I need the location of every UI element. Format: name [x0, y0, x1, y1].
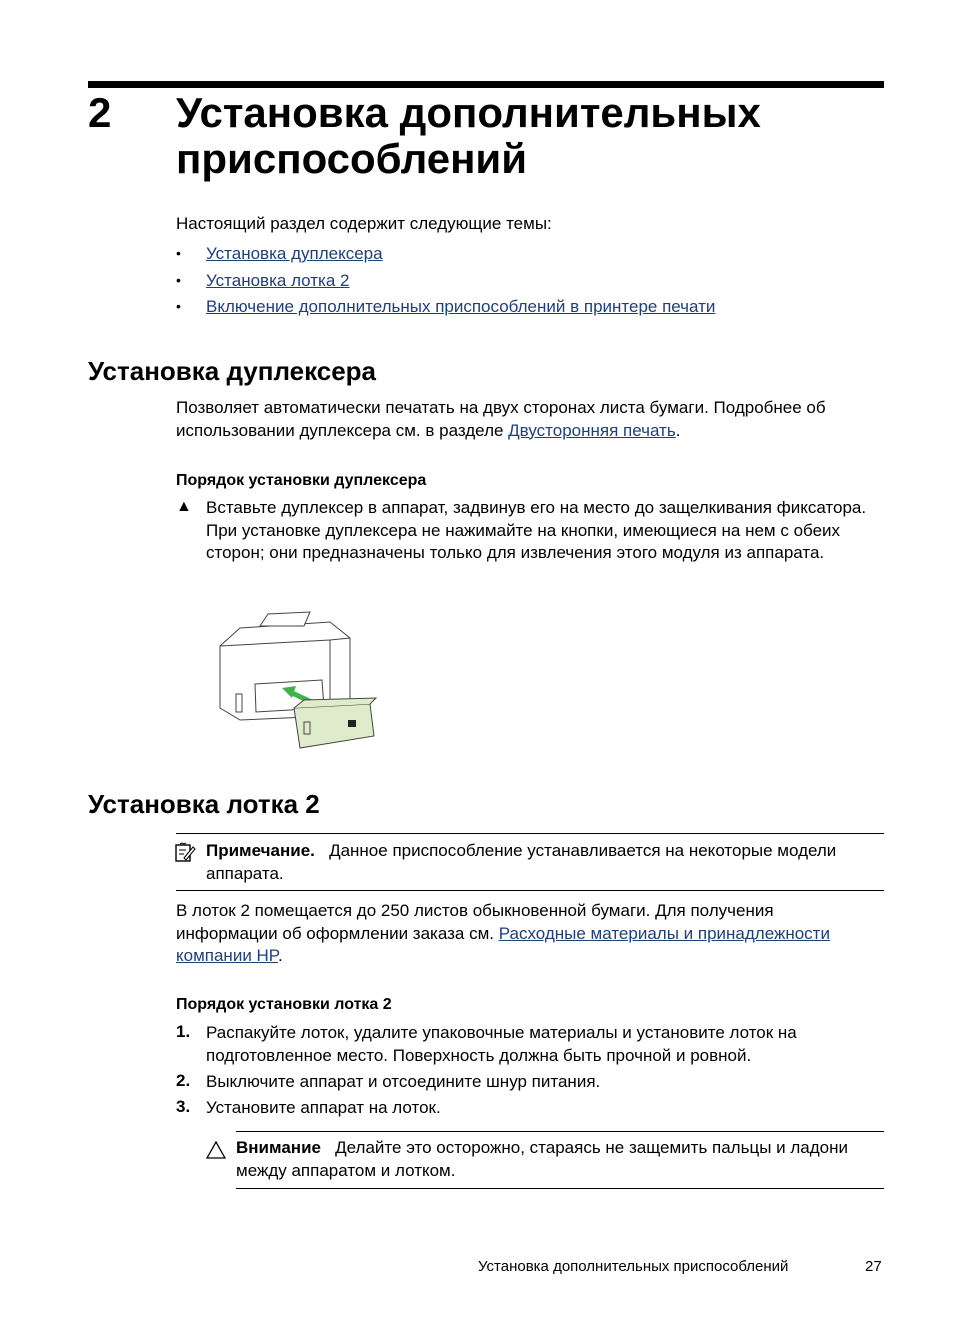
link-supplies-accessories[interactable]: Расходные материалы и принадлежности компании HP [176, 923, 830, 965]
chapter-number: 2 [88, 89, 112, 136]
tray2-paragraph: В лоток 2 помещается до 250 листов обыкновенной бумаги. Для получения информации об оформлении заказа см. Расходные материалы и принадлежности компании HP. [176, 901, 830, 965]
caution-bottom-rule [236, 1188, 884, 1189]
section-heading-tray2: Установка лотка 2 [88, 789, 320, 819]
note-block [206, 840, 876, 885]
note-top-rule [176, 833, 884, 834]
note-text: Данное приспособление устанавливается на некоторые модели аппарата. [206, 841, 837, 883]
caution-label: Внимание [236, 1138, 321, 1157]
topic-link-duplexer[interactable]: Установка дуплексера [206, 244, 383, 263]
topic-link-tray2[interactable]: Установка лотка 2 [206, 271, 350, 290]
bullet: • [176, 298, 181, 314]
chapter-title: Установка дополнительных приспособлений [176, 89, 761, 182]
footer-page-number: 27 [865, 1258, 882, 1275]
link-duplex-printing[interactable]: Двусторонняя печать [508, 420, 676, 440]
topic-link-enable-accessories[interactable]: Включение дополнительных приспособлений в принтере печати [206, 297, 716, 316]
bullet: • [176, 272, 181, 288]
procedure-heading-tray2: Порядок установки лотка 2 [176, 996, 392, 1013]
note-label: Примечание. [206, 841, 315, 860]
duplexer-paragraph: Позволяет автоматически печатать на двух сторонах листа бумаги. Подробнее об использовании дуплексера см. в разделе Двусторонняя печать. [176, 398, 826, 440]
chapter-top-rule [88, 81, 884, 88]
tray2-step-1: Распакуйте лоток, удалите упаковочные материалы и установите лоток на подготовленное место. Поверхность должна быть прочной и ровной. [206, 1023, 797, 1065]
step-number: 1. [176, 1022, 191, 1041]
caution-text: Делайте это осторожно, стараясь не защемить пальцы и ладони между аппаратом и лотком. [236, 1138, 848, 1180]
tray2-step-2: Выключите аппарат и отсоедините шнур питания. [206, 1072, 601, 1091]
printer-duplexer-illustration [200, 608, 390, 758]
caution-top-rule [236, 1131, 884, 1132]
note-bottom-rule [176, 890, 884, 891]
footer-section-title: Установка дополнительных приспособлений [478, 1258, 789, 1275]
caution-triangle-icon [206, 1141, 226, 1164]
step-triangle-icon: ▲ [176, 498, 192, 515]
caution-block [236, 1137, 876, 1182]
step-number: 3. [176, 1097, 191, 1116]
step-number: 2. [176, 1071, 191, 1090]
bullet: • [176, 245, 181, 261]
intro-text: Настоящий раздел содержит следующие темы: [176, 214, 552, 233]
tray2-step-3: Установите аппарат на лоток. [206, 1098, 441, 1117]
note-pencil-icon [174, 842, 196, 869]
procedure-heading-duplexer: Порядок установки дуплексера [176, 472, 427, 489]
duplexer-step-text: Вставьте дуплексер в аппарат, задвинув его на место до защелкивания фиксатора. При установке дуплексера не нажимайте на кнопки, имеющиеся на нем с обеих сторон; они предназначены только для извлечения этого модуля из аппарата. [206, 498, 867, 562]
section-heading-duplexer: Установка дуплексера [88, 356, 377, 386]
